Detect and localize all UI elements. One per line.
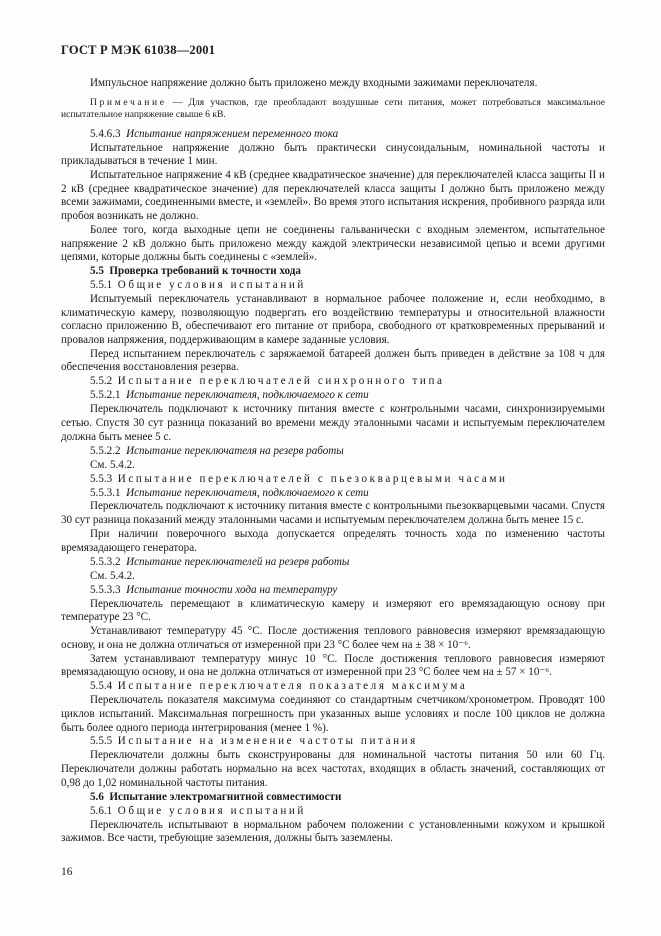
paragraph-subhead <box>61 487 605 501</box>
section-number: 5.5.3.3 <box>90 583 121 596</box>
paragraph-text: Переключатель подключают к источнику питания вместе с контрольными часами, синхронизируемыми сетью. Спустя 30 сут разница показаний во времени между эталонными часами и испытуемым переключателем должна быть менее 5 с. <box>61 403 605 443</box>
paragraph-text: См. 5.4.2. <box>90 458 135 471</box>
section-number: 5.6.1 <box>90 804 113 817</box>
paragraph-spacedhead <box>61 680 605 694</box>
paragraph-text <box>61 459 605 473</box>
section-title: Испытание переключателя на резерв работы <box>126 444 344 457</box>
paragraph-text: Испытуемый переключатель устанавливают в нормальное рабочее положение и, если необходимо, в климатическую камеру, позволяющую подвергать его воздействию температуры и относительной влажности согласно приложению В, обеспечивают его питание от прибора, свободного от кратковременных прерываний и провалов напряжения, поддерживающим в камере заданные условия. <box>61 293 605 346</box>
paragraph-text: Устанавливают температуру 45 °С. После достижения теплового равновесия измеряют времязадающую основу, и она не должна отличаться от измеренной при 23 °С более чем на ± 38 × 10⁻⁶. <box>61 625 605 651</box>
note-label: Примечание <box>90 96 167 108</box>
paragraph-text <box>61 500 605 527</box>
section-title: Испытание переключателей с пьезокварцевыми часами <box>117 472 508 485</box>
paragraph-text <box>61 77 605 91</box>
paragraph-text <box>61 570 605 584</box>
section-title: Испытание на изменение частоты питания <box>117 735 418 748</box>
paragraph-subhead <box>61 445 605 459</box>
note-text: — Для участков, где преобладают воздушные сети питания, может потребоваться максимальное испытательное напряжение свыше 6 кВ. <box>61 96 605 120</box>
paragraph-spacedhead <box>61 279 605 293</box>
section-number: 5.5.3.1 <box>90 486 121 499</box>
section-number: 5.5.2 <box>90 375 113 388</box>
paragraph-subhead <box>61 556 605 570</box>
paragraph-text: Переключатель испытывают в нормальном рабочем положении с установленными кожухом и крышкой зажимов. Все части, требующие заземления, должны быть заземлены. <box>61 818 605 845</box>
paragraph-text <box>61 403 605 444</box>
paragraph-text <box>61 653 605 680</box>
section-number: 5.5.3 <box>90 472 113 485</box>
paragraph-subhead <box>61 584 605 598</box>
paragraph-subhead <box>61 128 605 142</box>
page-number: 16 <box>61 866 73 878</box>
paragraph-text <box>61 348 605 375</box>
section-number: 5.5.3.2 <box>90 555 121 568</box>
paragraph-text <box>61 528 605 555</box>
section-title: Испытание переключателя, подключаемого к сети <box>126 486 369 499</box>
section-title: Испытание переключателя показателя максимума <box>117 680 468 693</box>
section-title: Испытание переключателя, подключаемого к сети <box>126 389 369 402</box>
paragraph-spacedhead <box>61 473 605 487</box>
section-title: Общие условия испытаний <box>117 804 306 817</box>
paragraph-note <box>61 97 605 121</box>
paragraph-text <box>61 819 605 846</box>
paragraph-text <box>61 293 605 347</box>
paragraph-text: Затем устанавливают температуру минус 10 °С. После достижения теплового равновесия измеряют времязадающую основу, и она не должна отличаться от измеренной при 23 °С более чем на ± 57 × 10⁻⁶. <box>61 652 605 679</box>
document-body <box>61 77 605 846</box>
section-title: Общие условия испытаний <box>117 279 306 292</box>
paragraph-boldhead <box>61 265 605 279</box>
paragraph-text <box>61 749 605 790</box>
paragraph-text <box>61 598 605 625</box>
paragraph-text: Переключатель перемещают в климатическую камеру и измеряют его времязадающую основу при температуре 23 °С. <box>61 597 605 624</box>
paragraph-text <box>61 625 605 652</box>
section-title: Испытание переключателей на резерв работы <box>126 555 350 568</box>
paragraph-subhead <box>61 389 605 403</box>
section-number: 5.5.4 <box>90 680 113 693</box>
paragraph-text: Испытательное напряжение 4 кВ (среднее квадратическое значение) для переключателей класса защиты II и 2 кВ (среднее квадратическое значение) для переключателей класса защиты I должно быть приложено между всеми зажимами, соединенными вместе, и «землей». Во время этого испытания искрения, пробивного разряда или пробоя возникать не должно. <box>61 169 605 222</box>
section-number: 5.6 <box>90 790 104 803</box>
paragraph-text: См. 5.4.2. <box>90 569 135 582</box>
section-number: 5.5.5 <box>90 735 113 748</box>
paragraph-boldhead <box>61 791 605 805</box>
paragraph-text: Перед испытанием переключатель с заряжаемой батареей должен быть приведен в действие за 108 ч для обеспечения восстановления резерва. <box>61 347 605 374</box>
section-number: 5.5.2.2 <box>90 444 121 457</box>
paragraph-text: Более того, когда выходные цепи не соединены гальванически с входным элементом, испытательное напряжение 2 кВ должно быть приложено между каждой электрически независимой цепью и всеми другими цепями, которые должны быть соединены с «землей». <box>61 223 605 264</box>
section-number: 5.5.1 <box>90 279 113 292</box>
paragraph-text: Импульсное напряжение должно быть приложено между входными зажимами переключателя. <box>90 77 538 89</box>
paragraph-text: Испытательное напряжение должно быть практически синусоидальным, номинальной частоты и прикладываться в течение 1 мин. <box>61 141 605 168</box>
paragraph-text <box>61 142 605 169</box>
paragraph-text <box>61 224 605 265</box>
section-title: Проверка требований к точности хода <box>109 265 301 278</box>
section-number: 5.5.2.1 <box>90 389 121 402</box>
paragraph-spacedhead <box>61 375 605 389</box>
document-header: ГОСТ Р МЭК 61038—2001 <box>61 43 216 57</box>
section-title: Испытание напряжением переменного тока <box>126 127 339 140</box>
section-title: Испытание переключателей синхронного типа <box>117 375 445 388</box>
paragraph-spacedhead <box>61 805 605 819</box>
paragraph-text <box>61 694 605 735</box>
section-number: 5.4.6.3 <box>90 127 121 140</box>
section-number: 5.5 <box>90 265 104 278</box>
section-title: Испытание электромагнитной совместимости <box>109 790 342 803</box>
paragraph-text: При наличии поверочного выхода допускается определять точность хода по изменению частоты времязадающего генератора. <box>61 528 605 554</box>
paragraph-text <box>61 169 605 223</box>
paragraph-text: Переключатели должны быть сконструированы для номинальной частоты питания 50 или 60 Гц. Переключатели должны работать нормально на всех частотах, входящих в область значений, составляющих от 0,98 до 1,02 номинальной частоты питания. <box>61 749 605 789</box>
section-title: Испытание точности хода на температуру <box>126 583 338 596</box>
paragraph-spacedhead <box>61 735 605 749</box>
paragraph-text: Переключатель показателя максимума соединяют со стандартным счетчиком/хронометром. Проводят 100 циклов испытаний. Максимальная погрешность при указанных выше условиях и после 100 циклов не должна быть более одного периода интегрирования (менее 1 %). <box>61 694 605 734</box>
paragraph-text: Переключатель подключают к источнику питания вместе с контрольными пьезокварцевыми часами. Спустя 30 сут разница показаний между эталонными часами и испытуемым переключателем должна быть менее 15 с. <box>61 500 605 527</box>
